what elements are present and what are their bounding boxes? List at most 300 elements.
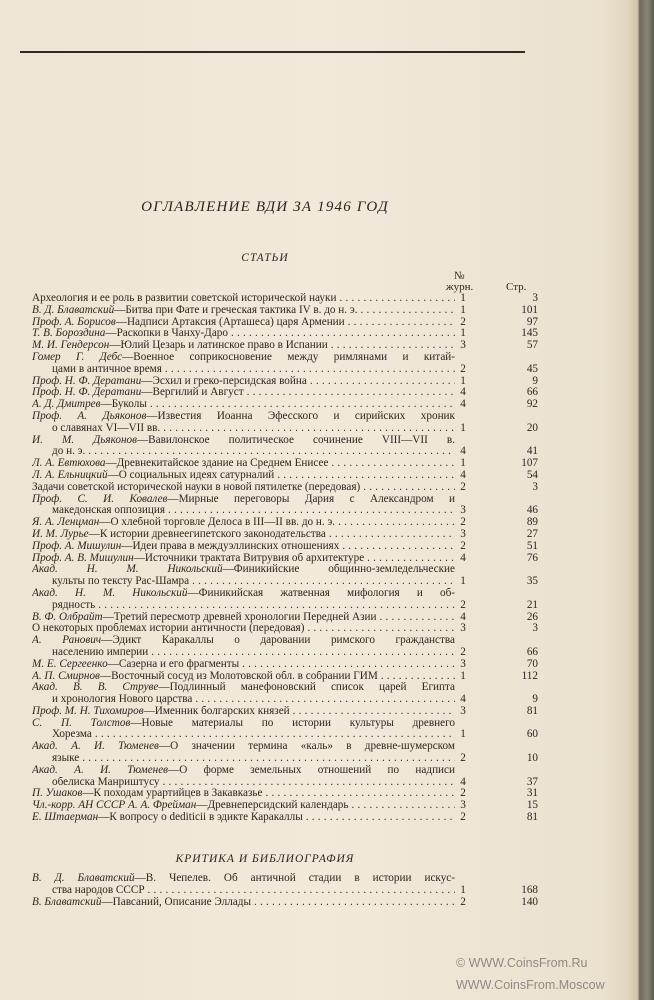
entry-text: [32, 517, 455, 529]
entry-issue-number: 2: [460, 362, 466, 375]
dot-leader: [339, 541, 455, 553]
entry-text: [32, 671, 455, 683]
toc-entry: [32, 541, 540, 553]
entry-author: А. П. Смирнов: [32, 670, 100, 682]
dot-leader: [364, 553, 455, 565]
entry-author: Акад. Н. М. Никольский: [32, 564, 223, 576]
entry-text: [52, 423, 455, 435]
entry-author: Проф. С. И. Ковалев: [32, 493, 168, 505]
entry-title: —Сазерна и его фрагменты: [107, 658, 240, 670]
entry-title: —В. Чепелев. Об античной стадии в истории искус-: [134, 873, 455, 884]
toc-entry-line: [32, 470, 540, 482]
entry-text: [32, 494, 455, 506]
entry-issue-number: 1: [460, 421, 466, 434]
entry-text: [32, 812, 455, 824]
entry-page-number: 81: [526, 704, 538, 717]
entry-author: Л. А. Ельницкий: [32, 469, 108, 481]
entry-title: —Надписи Артаксия (Арташеса) царя Армении: [115, 316, 345, 328]
dot-leader: [95, 600, 455, 612]
dot-leader: [148, 647, 455, 659]
entry-title: ства народов СССР: [52, 884, 145, 896]
entry-title: обелиска Манриштусу: [52, 776, 160, 788]
dot-leader: [304, 623, 455, 635]
entry-title: —О социальных идеях сатурналий: [107, 469, 275, 481]
entry-title: Археология и ее роль в развитии советской исторической науки: [32, 293, 337, 304]
entry-page-number: 45: [526, 362, 538, 375]
dot-leader: [360, 482, 455, 494]
dot-leader: [378, 671, 455, 683]
toc-entry-line: [32, 729, 540, 741]
toc-entry: [32, 671, 540, 683]
entry-text: [32, 588, 455, 600]
entry-author: С. П. Толстов: [32, 717, 131, 729]
toc-entry: [32, 529, 540, 541]
entry-title: цами в античное время: [52, 363, 162, 375]
toc-entry-line: [32, 765, 540, 777]
entry-text: [52, 885, 455, 897]
toc-entry: [32, 741, 540, 765]
dot-leader: [228, 328, 455, 340]
toc-entry-line: [32, 423, 540, 435]
entry-text: [52, 753, 455, 765]
entry-page-number: 3: [532, 480, 538, 493]
entry-author: Акад. А. И. Тюменев: [32, 741, 159, 753]
dot-leader: [244, 387, 455, 399]
entry-title: —Третий пересмотр древней хронологии Передней Азии: [102, 611, 377, 623]
entry-text: [52, 600, 455, 612]
entry-author: А. Ранович: [32, 635, 102, 647]
entry-issue-number: 2: [460, 787, 466, 800]
entry-text: [32, 352, 455, 364]
entry-issue-number: 3: [460, 622, 466, 635]
toc-entry: [32, 706, 540, 718]
entry-title: —Буколы: [100, 399, 147, 411]
entry-page-number: 31: [526, 787, 538, 800]
entry-author: В. Блаватский: [32, 896, 102, 908]
dot-leader: [160, 423, 455, 435]
column-header-number-sign: №: [454, 270, 465, 282]
entry-page-number: 89: [526, 516, 538, 529]
toc-entry: [32, 305, 540, 317]
dot-leader: [328, 340, 455, 352]
entry-issue-number: 1: [460, 883, 466, 896]
entry-title: —Павсаний, Описание Эллады: [101, 896, 251, 908]
entry-page-number: 27: [526, 527, 538, 540]
entry-issue-number: 3: [460, 799, 466, 812]
entry-issue-number: 1: [460, 575, 466, 588]
dot-leader: [239, 659, 455, 671]
dot-leader: [290, 706, 455, 718]
entry-issue-number: 3: [460, 504, 466, 517]
entry-issue-number: 1: [460, 669, 466, 682]
toc-entry: [32, 399, 540, 411]
entry-text: [32, 399, 455, 411]
entry-author: М. И. Гендерсон: [32, 340, 110, 352]
entry-title: рядность: [52, 599, 96, 611]
entry-author: П. Ушаков: [32, 788, 83, 800]
entry-author: А. Д. Дмитрев: [32, 399, 101, 411]
dot-leader: [345, 317, 455, 329]
entry-text: [52, 505, 455, 517]
entry-issue-number: 2: [460, 645, 466, 658]
dot-leader: [274, 470, 455, 482]
entry-author: Проф. М. Н. Тихомиров: [32, 705, 144, 717]
entry-author: Гомер Г. Дебс: [32, 351, 123, 363]
entry-title: до н. э.: [52, 446, 86, 458]
entry-page-number: 57: [526, 339, 538, 352]
entry-title: —К истории древнеегипетского законодательства: [88, 528, 326, 540]
entry-title: о славянах VI—VII вв.: [52, 422, 161, 434]
dot-leader: [85, 446, 455, 458]
toc-entry-line: [32, 576, 540, 588]
entry-issue-number: 3: [460, 339, 466, 352]
entry-page-number: 9: [532, 374, 538, 387]
toc-entry: [32, 718, 540, 742]
entry-issue-number: 2: [460, 516, 466, 529]
entry-title: —Финикийские общинно-земледельческие: [222, 564, 455, 576]
toc-entry-line: [32, 588, 540, 600]
entry-text: [32, 564, 455, 576]
dot-leader: [307, 376, 455, 388]
entry-issue-number: 1: [460, 303, 466, 316]
entry-issue-number: 4: [460, 398, 466, 411]
entry-text: [32, 788, 455, 800]
entry-issue-number: 2: [460, 895, 466, 908]
entry-title: македонская оппозиция: [52, 505, 166, 517]
dot-leader: [162, 364, 455, 376]
section-heading-articles: СТАТЬИ: [241, 252, 289, 264]
toc-entry-line: [32, 706, 540, 718]
entry-title: Хорезма: [52, 729, 92, 741]
entry-page-number: 3: [532, 622, 538, 635]
entry-title: —Военное соприкосновение между римлянами и китай-: [122, 351, 455, 363]
entry-author: Акад. Н. М. Никольский: [32, 587, 188, 599]
entry-author: Проф. А. Борисов: [32, 316, 116, 328]
entry-author: М. Е. Сергеенко: [32, 658, 108, 670]
entry-author: Проф. А. Мишулин: [32, 540, 122, 552]
entry-text: [32, 612, 455, 624]
toc-entry-line: [32, 340, 540, 352]
entry-issue-number: 1: [460, 292, 466, 304]
entry-title: —Именник болгарских князей: [143, 705, 290, 717]
dot-leader: [92, 729, 455, 741]
dot-leader: [192, 694, 455, 706]
entry-title: —О значении термина «каль» в древне-шумерском: [158, 741, 455, 753]
entry-title: —Юлий Цезарь и латинское право в Испании: [109, 340, 328, 352]
entry-text: [32, 529, 455, 541]
entry-title: —К походам урартийцев в Закавказье: [82, 788, 263, 800]
entry-text: [52, 777, 455, 789]
toc-entry-line: [32, 600, 540, 612]
toc-entry: [32, 588, 540, 612]
entry-issue-number: 1: [460, 457, 466, 470]
entry-title: —Вавилонское политическое сочинение VIII—VII в.: [136, 434, 455, 446]
entry-title: —Мирные переговоры Дария с Александром и: [167, 493, 455, 505]
entry-author: Т. В. Бороздина: [32, 328, 106, 340]
entry-issue-number: 4: [460, 445, 466, 458]
dot-leader: [160, 777, 455, 789]
entry-page-number: 92: [526, 398, 538, 411]
entry-title: —О хлебной торговле Делоса в III—II вв. до н. э.: [99, 517, 336, 529]
entry-title: культы по тексту Рас-Шамра: [52, 576, 190, 588]
entry-page-number: 46: [526, 504, 538, 517]
entry-page-number: 168: [521, 883, 538, 896]
entry-page-number: 107: [521, 457, 538, 470]
toc-entry: [32, 352, 540, 376]
toc-entry: [32, 553, 540, 565]
entry-text: [32, 682, 455, 694]
entry-text: [32, 659, 455, 671]
entry-page-number: 81: [526, 811, 538, 824]
entry-text: [32, 635, 455, 647]
toc-entry: [32, 897, 540, 909]
entry-page-number: 145: [521, 327, 538, 340]
entry-text: [32, 873, 455, 885]
entry-issue-number: 4: [460, 468, 466, 481]
entry-page-number: 26: [526, 610, 538, 623]
entry-author: Е. Штаерман: [32, 812, 99, 824]
articles-list: [32, 293, 540, 824]
toc-entry: [32, 494, 540, 518]
toc-entry: [32, 812, 540, 824]
toc-entry: [32, 623, 540, 635]
entry-issue-number: 3: [460, 704, 466, 717]
toc-entry: [32, 470, 540, 482]
toc-entry-line: [32, 352, 540, 364]
entry-issue-number: 3: [460, 527, 466, 540]
entry-text: [32, 553, 455, 565]
watermark-line-2: WWW.CoinsFrom.Moscow: [456, 978, 605, 992]
entry-text: [32, 293, 455, 305]
toc-entry: [32, 435, 540, 459]
dot-leader: [358, 305, 456, 317]
entry-page-number: 15: [526, 799, 538, 812]
entry-title: —Известия Иоанна Эфесского и сирийских хроник: [146, 410, 455, 422]
column-header-issue: журн.: [446, 281, 474, 293]
toc-entry: [32, 682, 540, 706]
entry-text: [32, 541, 455, 553]
entry-text: [32, 411, 455, 423]
entry-page-number: 51: [526, 539, 538, 552]
toc-entry: [32, 635, 540, 659]
entry-page-number: 37: [526, 775, 538, 788]
entry-page-number: 97: [526, 315, 538, 328]
toc-entry: [32, 873, 540, 897]
dot-leader: [145, 885, 455, 897]
entry-issue-number: 1: [460, 728, 466, 741]
toc-entry-line: [32, 364, 540, 376]
entry-author: Проф. Н. Ф. Дератани: [32, 387, 142, 399]
critique-list: [32, 873, 540, 908]
entry-title: населению империи: [52, 646, 149, 658]
entry-issue-number: 2: [460, 315, 466, 328]
entry-text: [32, 435, 455, 447]
entry-page-number: 60: [526, 728, 538, 741]
entry-author: Я. А. Ленцман: [32, 517, 100, 529]
entry-issue-number: 4: [460, 551, 466, 564]
entry-title: —Идеи права в междуэллинских отношениях: [121, 540, 340, 552]
entry-text: [32, 376, 455, 388]
entry-page-number: 21: [526, 598, 538, 611]
entry-title: —Древнеперсидский календарь: [196, 800, 349, 812]
toc-entry-line: [32, 623, 540, 635]
dot-leader: [336, 293, 455, 305]
entry-text: [52, 364, 455, 376]
dot-leader: [262, 788, 455, 800]
entry-title: Задачи советской исторической науки в новой пятилетке (передовая): [32, 481, 361, 493]
watermark-line-1: © WWW.CoinsFrom.Ru: [456, 956, 588, 970]
entry-title: —Финикийская жатвенная мифология и об-: [187, 587, 455, 599]
entry-issue-number: 2: [460, 598, 466, 611]
entry-title: —Древнекитайское здание на Среднем Енисее: [105, 458, 329, 470]
dot-leader: [303, 812, 455, 824]
toc-entry-line: [32, 411, 540, 423]
entry-issue-number: 2: [460, 811, 466, 824]
entry-text: [52, 694, 455, 706]
entry-page-number: 66: [526, 645, 538, 658]
dot-leader: [328, 458, 455, 470]
toc-entry: [32, 659, 540, 671]
entry-title: —Эдикт Каракаллы о даровании римского гражданства: [101, 635, 455, 647]
entry-issue-number: 2: [460, 480, 466, 493]
entry-text: [32, 741, 455, 753]
entry-author: Чл.-корр. АН СССР А. А. Фрейман: [32, 800, 197, 812]
dot-leader: [326, 529, 455, 541]
entry-author: И. М. Лурье: [32, 528, 89, 540]
entry-author: И. М. Дьяконов: [32, 434, 137, 446]
entry-text: [52, 729, 455, 741]
entry-title: —О форме земельных отношений по надписи: [168, 764, 455, 776]
entry-page-number: 112: [521, 669, 538, 682]
toc-entry-line: [32, 647, 540, 659]
entry-text: [32, 387, 455, 399]
dot-leader: [251, 897, 455, 909]
toc-entry: [32, 411, 540, 435]
entry-author: В. Ф. Олбрайт: [32, 611, 103, 623]
entry-text: [32, 800, 455, 812]
entry-issue-number: 3: [460, 657, 466, 670]
entry-author: Проф. А. Дьяконов: [32, 410, 147, 422]
header-rule: [20, 51, 525, 53]
entry-page-number: 3: [532, 292, 538, 304]
toc-entry-line: [32, 399, 540, 411]
entry-page-number: 101: [521, 303, 538, 316]
toc-entry: [32, 564, 540, 588]
entry-title: —Раскопки в Чанху-Даро: [105, 328, 228, 340]
entry-issue-number: 1: [460, 374, 466, 387]
toc-entry-line: [32, 812, 540, 824]
entry-text: [52, 647, 455, 659]
entry-title: —Вергилий и Август: [141, 387, 244, 399]
entry-title: —Источники трактата Витрувия об архитектуре: [133, 552, 365, 564]
entry-page-number: 10: [526, 752, 538, 765]
dot-leader: [165, 505, 455, 517]
entry-title: —Новые материалы по истории культуры древнего: [130, 717, 455, 729]
entry-text: [52, 576, 455, 588]
entry-text: [32, 317, 455, 329]
toc-entry-line: [32, 305, 540, 317]
entry-text: [32, 305, 455, 317]
toc-entry: [32, 765, 540, 789]
entry-text: [32, 718, 455, 730]
entry-text: [32, 482, 455, 494]
dot-leader: [377, 612, 455, 624]
entry-text: [32, 765, 455, 777]
entry-page-number: 140: [521, 895, 538, 908]
entry-title: —Битва при Фате и греческая тактика IV в. до н. э.: [114, 304, 358, 316]
entry-author: Акад. В. В. Струве: [32, 682, 159, 694]
entry-author: В. Д. Блаватский: [32, 873, 135, 884]
entry-text: [32, 897, 455, 909]
toc-entry-line: [32, 529, 540, 541]
toc-entry-line: [32, 482, 540, 494]
toc-entry-line: [32, 897, 540, 909]
entry-author: В. Д. Блаватский: [32, 304, 115, 316]
page-title: ОГЛАВЛЕНИЕ ВДИ ЗА 1946 ГОД: [141, 199, 389, 215]
entry-author: Акад. А. И. Тюменев: [32, 764, 169, 776]
toc-entry-line: [32, 671, 540, 683]
entry-page-number: 54: [526, 468, 538, 481]
dot-leader: [349, 800, 455, 812]
entry-title: —Подлинный манефоновский список царей Египта: [158, 682, 455, 694]
dot-leader: [147, 399, 455, 411]
entry-title: —Восточный сосуд из Молотовской обл. в собрании ГИМ: [99, 670, 378, 682]
entry-issue-number: 2: [460, 752, 466, 765]
entry-issue-number: 4: [460, 693, 466, 706]
entry-text: [32, 340, 455, 352]
column-header-page: Стр.: [506, 281, 527, 293]
entry-issue-number: 2: [460, 539, 466, 552]
toc-entry: [32, 482, 540, 494]
toc-entry-line: [32, 541, 540, 553]
entry-page-number: 76: [526, 551, 538, 564]
entry-title: языке: [52, 753, 80, 765]
entry-page-number: 41: [526, 445, 538, 458]
entry-text: [32, 470, 455, 482]
toc-entry-line: [32, 553, 540, 565]
entry-page-number: 66: [526, 386, 538, 399]
toc-entry-line: [32, 659, 540, 671]
dot-leader: [79, 753, 455, 765]
toc-entry: [32, 340, 540, 352]
entry-text: [32, 706, 455, 718]
entry-text: [32, 623, 455, 635]
entry-title: —К вопросу о dediticii в эдикте Каракаллы: [98, 812, 303, 824]
entry-text: [32, 458, 455, 470]
dot-leader: [189, 576, 455, 588]
entry-text: [32, 328, 455, 340]
entry-title: —Эсхил и греко-персидская война: [141, 375, 307, 387]
entry-page-number: 20: [526, 421, 538, 434]
toc-entry-line: [32, 753, 540, 765]
dot-leader: [335, 517, 455, 529]
entry-author: Проф. А. В. Мишулин: [32, 552, 134, 564]
entry-issue-number: 4: [460, 386, 466, 399]
entry-text: [52, 446, 455, 458]
entry-author: Проф. Н. Ф. Дератани: [32, 375, 142, 387]
entry-title: и хронология Нового царства: [52, 694, 193, 706]
entry-issue-number: 1: [460, 327, 466, 340]
entry-title: О некоторых проблемах истории античности (передовая): [32, 623, 305, 635]
entry-page-number: 9: [532, 693, 538, 706]
entry-author: Л. А. Евтюхова: [32, 458, 106, 470]
entry-issue-number: 4: [460, 610, 466, 623]
section-heading-critique: КРИТИКА И БИБЛИОГРАФИЯ: [175, 853, 355, 865]
entry-issue-number: 4: [460, 775, 466, 788]
toc-entry-line: [32, 885, 540, 897]
entry-page-number: 35: [526, 575, 538, 588]
entry-page-number: 70: [526, 657, 538, 670]
